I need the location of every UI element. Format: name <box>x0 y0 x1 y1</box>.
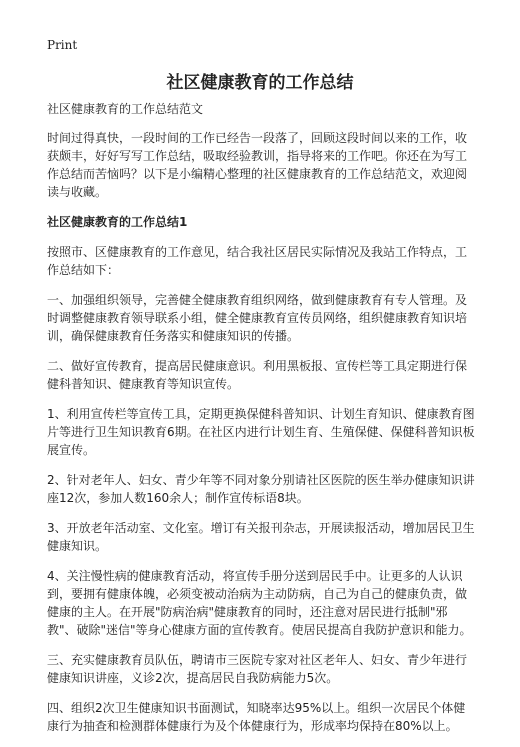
paragraph: 1、利用宣传栏等宣传工具，定期更换保健科普知识、计划生育知识、健康教育图片等进行卫生知识教育6期。在社区内进行计划生育、生殖保健、保健科普知识板展宣传。 <box>47 407 475 457</box>
paragraph: 4、关注慢性病的健康教育活动，将宣传手册分送到居民手中。让更多的人认识到，要拥有健康体魄，必须变被动治病为主动防病，自己为自己的健康负责，做健康的主人。在开展"防病治病"健康教育的同时，还注意对居民进行抵制"邪教"、破除"迷信"等身心健康方面的宣传教育。使居民提高自我防护意识和能力。 <box>47 569 472 637</box>
paragraph: 3、开放老年活动室、文化室。增订有关报刊杂志，开展读报活动，增加居民卫生健康知识。 <box>47 521 475 553</box>
article-subtitle: 社区健康教育的工作总结范文 <box>47 102 204 116</box>
paragraph: 按照市、区健康教育的工作意见，结合我社区居民实际情况及我站工作特点，工作总结如下： <box>47 245 468 277</box>
article-body <box>47 100 475 747</box>
print-link[interactable]: Print <box>47 38 78 52</box>
page-title: 社区健康教育的工作总结 <box>166 73 354 93</box>
paragraph-intro: 时间过得真快，一段时间的工作已经告一段落了，回顾这段时间以来的工作，收获颇丰，好好写写工作总结，吸取经验教训，指导将来的工作吧。你还在为写工作总结而苦恼吗？以下是小编精心整理的社区健康教育的工作总结范文，欢迎阅读与收藏。 <box>47 131 468 199</box>
section-heading: 社区健康教育的工作总结1 <box>47 215 188 229</box>
paragraph: 二、做好宣传教育，提高居民健康意识。利用黑板报、宣传栏等工具定期进行保健科普知识、健康教育等知识宣传。 <box>47 359 468 391</box>
paragraph: 2、针对老年人、妇女、青少年等不同对象分别请社区医院的医生举办健康知识讲座12次，参加人数160余人；制作宣传标语8块。 <box>47 473 475 505</box>
paragraph: 三、充实健康教育员队伍，聘请市三医院专家对社区老年人、妇女、青少年进行健康知识讲座，义诊2次，提高居民自我防病能力5次。 <box>47 653 468 685</box>
paragraph: 一、加强组织领导，完善健全健康教育组织网络，做到健康教育有专人管理。及时调整健康教育领导联系小组，健全健康教育宣传员网络，组织健康教育知识培训，确保健康教育任务落实和健康知识的传播。 <box>47 293 468 343</box>
paragraph: 四、组织2次卫生健康知识书面测试，知晓率达95%以上。组织一次居民个体健康行为抽查和检测群体健康行为及个体健康行为，形成率均保持在80%以上。 <box>47 701 466 733</box>
